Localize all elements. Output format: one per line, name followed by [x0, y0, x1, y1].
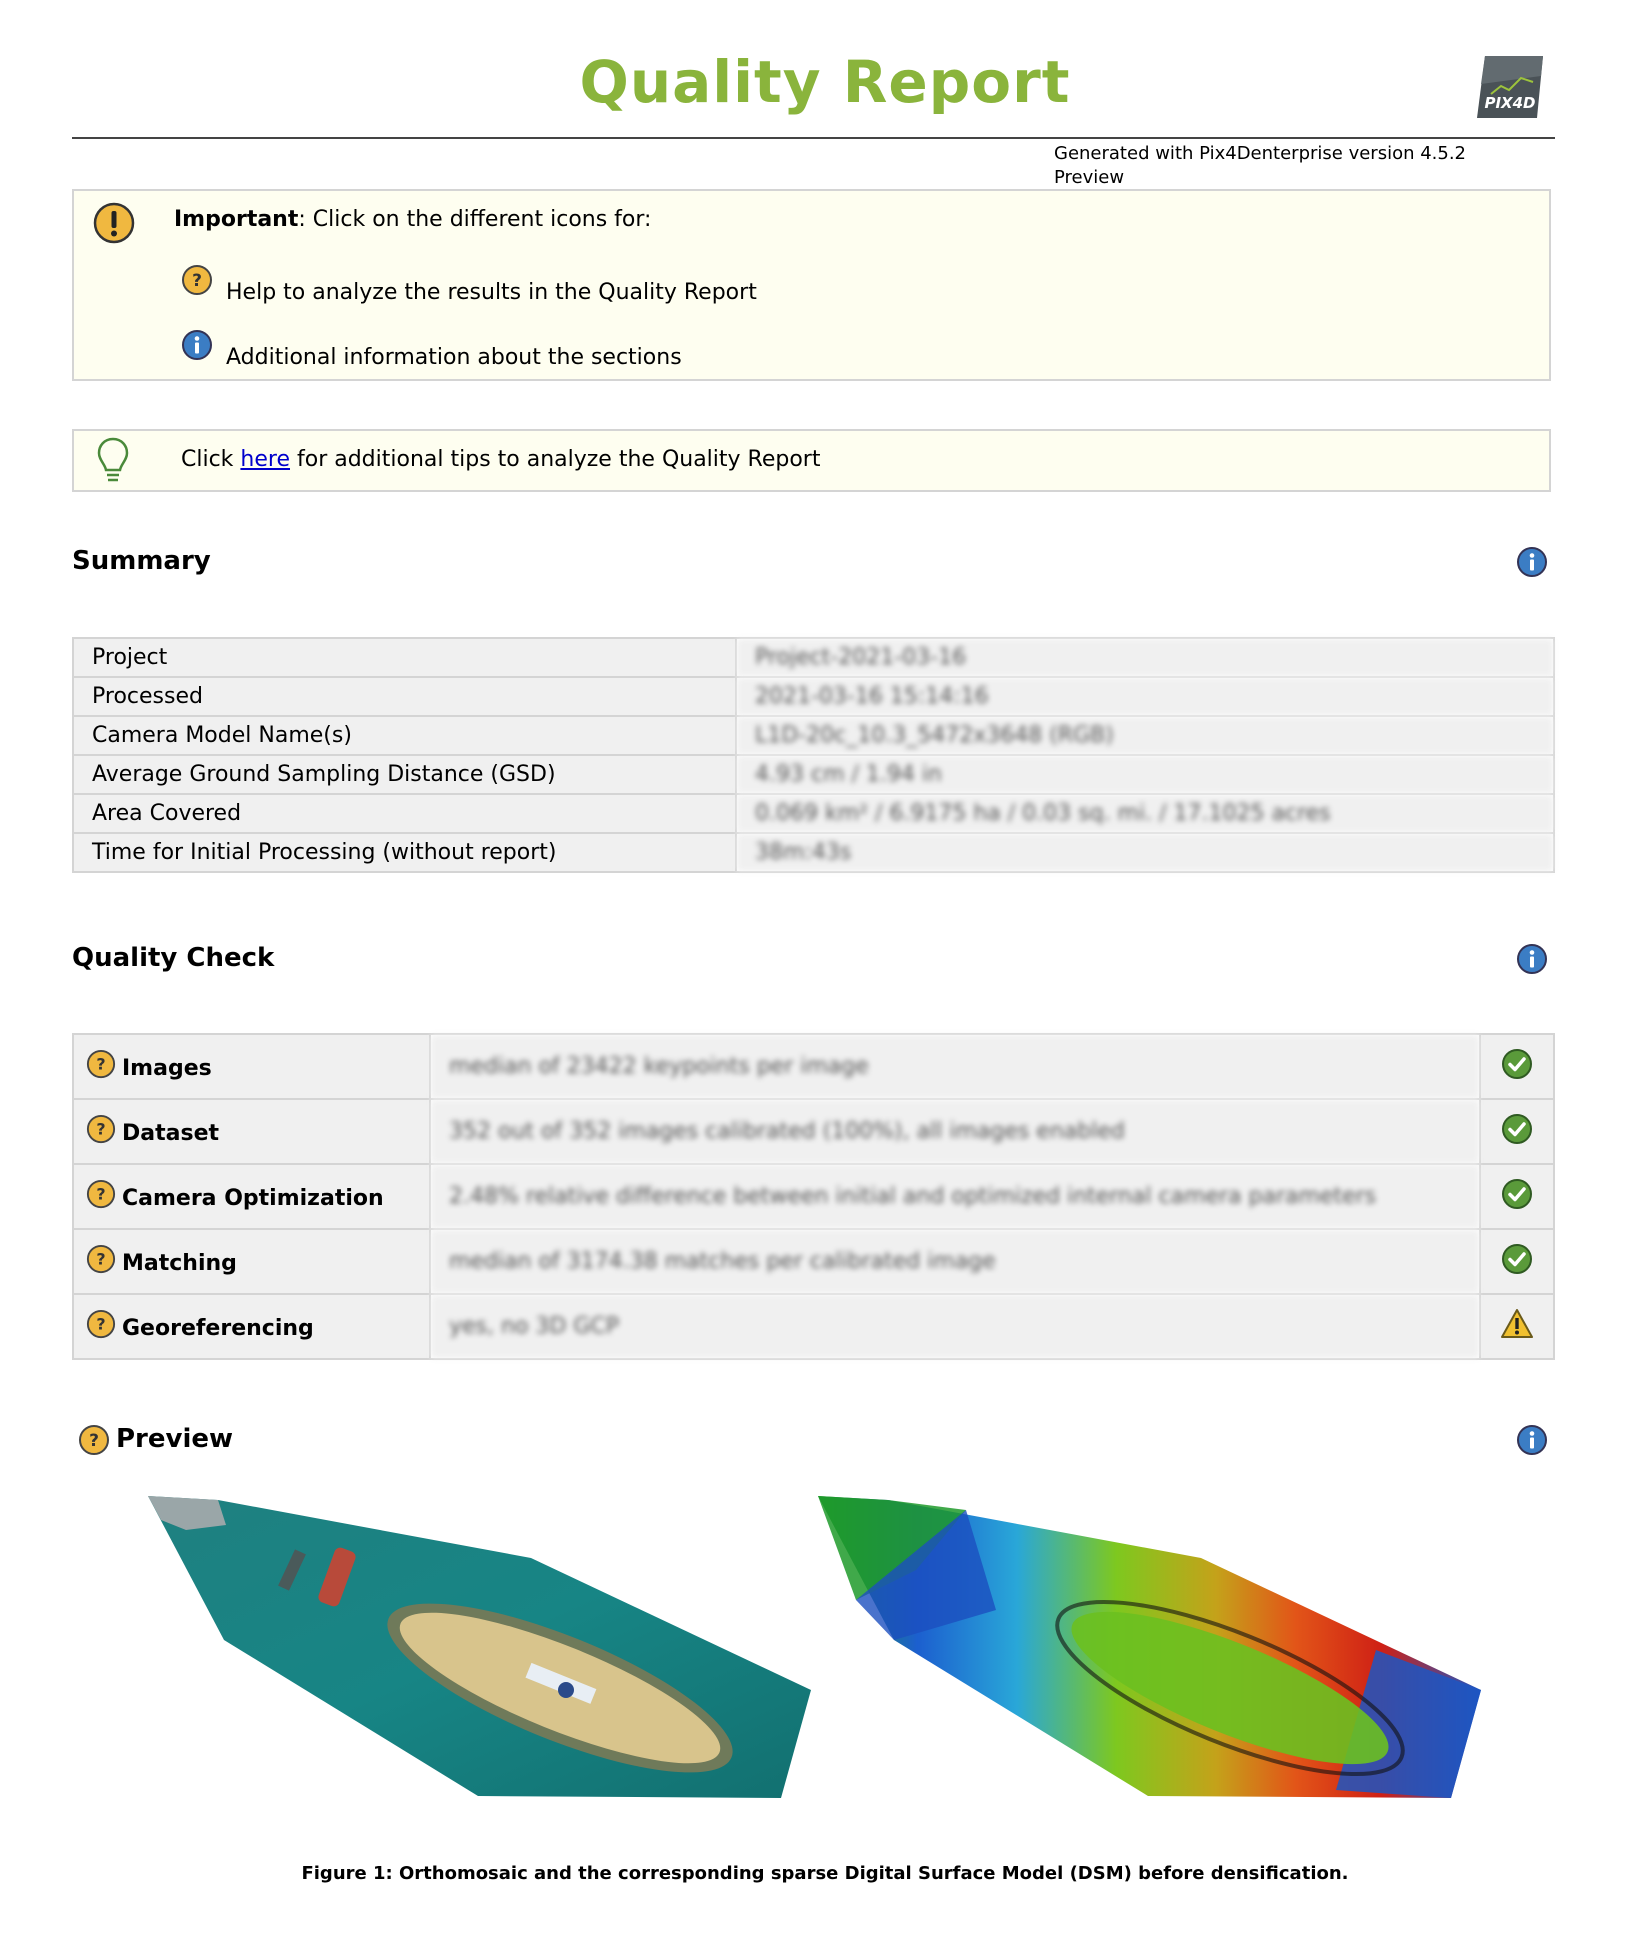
svg-text:?: ? [89, 1431, 99, 1451]
quality-check-label: Georeferencing [122, 1315, 314, 1341]
summary-label: Average Ground Sampling Distance (GSD) [73, 755, 736, 794]
quality-check-value: yes, no 3D GCP [430, 1294, 1480, 1359]
svg-text:?: ? [96, 1184, 106, 1204]
svg-text:?: ? [192, 271, 202, 291]
quality-check-row [73, 1034, 1554, 1099]
quality-check-label-cell [73, 1294, 430, 1359]
preview-info-icon[interactable] [1516, 1424, 1548, 1456]
quality-check-value: 352 out of 352 images calibrated (100%), all images enabled [430, 1099, 1480, 1164]
summary-value: 0.069 km² / 6.9175 ha / 0.03 sq. mi. / 17.1025 acres [736, 794, 1554, 833]
quality-check-value: 2.48% relative difference between initial and optimized internal camera parameters [430, 1164, 1480, 1229]
help-icon[interactable] [86, 1309, 116, 1345]
exclamation-icon [93, 202, 135, 244]
quality-check-row [73, 1099, 1554, 1164]
quality-check-info-icon[interactable] [1516, 943, 1548, 975]
summary-label: Processed [73, 677, 736, 716]
quality-check-label-cell [73, 1229, 430, 1294]
svg-text:PIX4D: PIX4D [1484, 94, 1536, 112]
pix4d-logo-icon [1477, 56, 1543, 118]
lightbulb-icon [96, 436, 130, 486]
orthomosaic-image [146, 1490, 816, 1810]
report-title: Quality Report [579, 48, 1071, 116]
help-icon[interactable] [86, 1244, 116, 1280]
summary-value: L1D-20c_10.3_5472x3648 (RGB) [736, 716, 1554, 755]
summary-label: Time for Initial Processing (without report) [73, 833, 736, 872]
tips-link[interactable]: here [240, 447, 290, 472]
generated-line: Generated with Pix4Denterprise version 4.5.2 [1054, 143, 1467, 164]
quality-check-label-cell [73, 1164, 430, 1229]
help-icon[interactable] [86, 1179, 116, 1215]
svg-text:?: ? [96, 1119, 106, 1139]
dsm-image [816, 1490, 1486, 1810]
summary-row [73, 638, 1554, 677]
summary-row [73, 833, 1554, 872]
summary-value: 38m:43s [736, 833, 1554, 872]
summary-label: Camera Model Name(s) [73, 716, 736, 755]
help-icon[interactable] [86, 1114, 116, 1150]
summary-table [72, 637, 1555, 873]
header-rule [72, 137, 1555, 139]
status-warning-icon [1480, 1294, 1554, 1359]
svg-text:?: ? [96, 1314, 106, 1334]
summary-value: 4.93 cm / 1.94 in [736, 755, 1554, 794]
quality-check-label: Matching [122, 1250, 237, 1276]
quality-check-label-cell [73, 1099, 430, 1164]
preview-line: Preview [1054, 167, 1125, 188]
generated-info [1054, 142, 1466, 190]
summary-row [73, 755, 1554, 794]
quality-check-heading: Quality Check [72, 943, 275, 973]
quality-check-value: median of 3174.38 matches per calibrated image [430, 1229, 1480, 1294]
important-notice [72, 189, 1551, 381]
summary-row [73, 794, 1554, 833]
quality-check-label: Camera Optimization [122, 1185, 384, 1211]
svg-text:?: ? [96, 1249, 106, 1269]
quality-check-row [73, 1229, 1554, 1294]
quality-check-label: Dataset [122, 1120, 220, 1146]
tips-notice [72, 429, 1551, 492]
help-description: Help to analyze the results in the Quality Report [226, 280, 757, 305]
info-description: Additional information about the sections [226, 345, 682, 370]
quality-check-value: median of 23422 keypoints per image [430, 1034, 1480, 1099]
tip-text: Click here for additional tips to analyze the Quality Report [181, 447, 821, 472]
status-ok-icon [1480, 1099, 1554, 1164]
summary-value: 2021-03-16 15:14:16 [736, 677, 1554, 716]
svg-text:?: ? [96, 1054, 106, 1074]
quality-check-label: Images [122, 1055, 212, 1081]
summary-label: Project [73, 638, 736, 677]
status-ok-icon [1480, 1034, 1554, 1099]
help-icon[interactable] [181, 264, 213, 296]
info-icon[interactable] [181, 329, 213, 361]
help-icon[interactable] [86, 1049, 116, 1085]
summary-label: Area Covered [73, 794, 736, 833]
preview-help-icon[interactable] [78, 1424, 110, 1456]
figure-caption: Figure 1: Orthomosaic and the corresponding sparse Digital Surface Model (DSM) before densification. [301, 1863, 1349, 1884]
summary-value: Project-2021-03-16 [736, 638, 1554, 677]
quality-check-row [73, 1294, 1554, 1359]
summary-info-icon[interactable] [1516, 546, 1548, 578]
important-text: Important: Click on the different icons for: [174, 207, 652, 232]
status-ok-icon [1480, 1229, 1554, 1294]
summary-heading: Summary [72, 546, 211, 576]
summary-row [73, 716, 1554, 755]
quality-check-row [73, 1164, 1554, 1229]
summary-row [73, 677, 1554, 716]
preview-heading: Preview [116, 1424, 234, 1454]
quality-check-table [72, 1033, 1555, 1360]
status-ok-icon [1480, 1164, 1554, 1229]
quality-check-label-cell [73, 1034, 430, 1099]
